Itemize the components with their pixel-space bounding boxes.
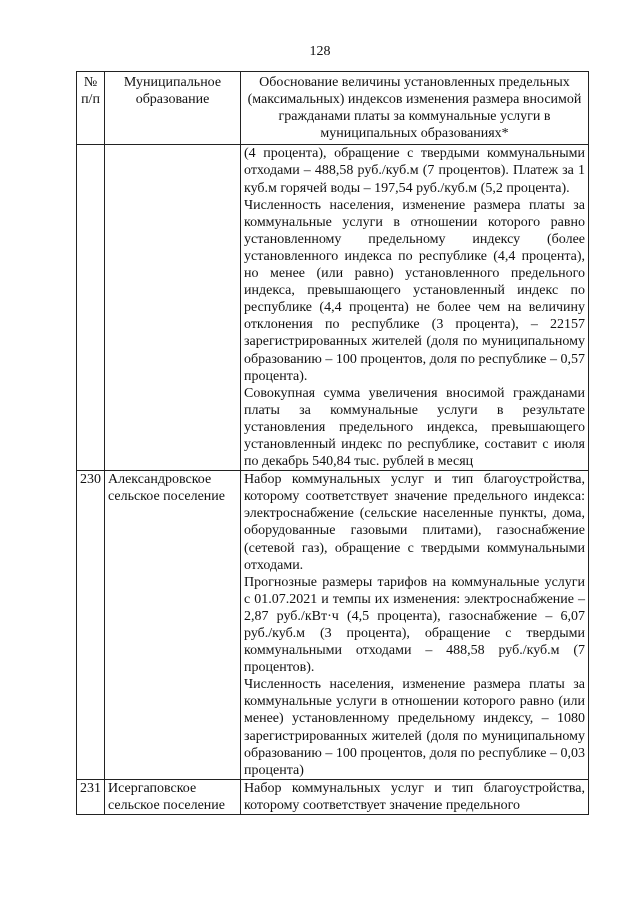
table-row	[77, 779, 589, 814]
header-municipality: Муниципальное образование	[105, 72, 241, 145]
row-municipality: Исергаповское сельское поселение	[105, 779, 241, 814]
row-municipality: Александровское сельское поселение	[105, 471, 241, 780]
justification-paragraph: Совокупная сумма увеличения вносимой гражданами платы за коммунальные услуги в результате установления предельного индекса, превышающего установленный индекс по республике, составит с июля по декабрь 540,84 тыс. рублей в месяц	[244, 385, 585, 470]
row-number: 231	[77, 779, 105, 814]
justification-paragraph: Прогнозные размеры тарифов на коммунальные услуги с 01.07.2021 и темпы их изменения: электроснабжение – 2,87 руб./кВт·ч (4,5 процента), газоснабжение – 6,07 руб./куб.м (3 процента), обращение с твердыми коммунальными отходами – 488,58 руб./куб.м (7 процентов).	[244, 574, 585, 676]
justification-paragraph: Численность населения, изменение размера платы за коммунальные услуги в отношении которого равно установленному предельному индексу (более установленного индекса по республике (4,4 процента), но менее (или равно) установленного предельного индекса, превышающего установленный индекс по республике (4,4 процента) не более чем на величину отклонения по республике (3 процента), – 22157 зарегистрированных жителей (доля по муниципальному образованию – 100 процентов, доля по республике – 0,57 процента).	[244, 197, 585, 384]
justification-paragraph: (4 процента), обращение с твердыми коммунальными отходами – 488,58 руб./куб.м (7 процентов). Платеж за 1 куб.м горячей воды – 197,54 руб./куб.м (5,2 процента).	[244, 146, 585, 196]
row-number	[77, 145, 105, 471]
row-municipality	[105, 145, 241, 471]
justification-paragraph: Численность населения, изменение размера платы за коммунальные услуги в отношении которого равно (или менее) установленному предельному индексу, – 1080 зарегистрированных жителей (доля по муниципальному образованию – 100 процентов, доля по республике – 0,03 процента)	[244, 677, 585, 778]
row-justification	[241, 145, 589, 471]
row-justification	[241, 471, 589, 780]
table-row	[77, 471, 589, 780]
row-number: 230	[77, 471, 105, 780]
tariff-justification-table	[76, 71, 589, 815]
row-justification	[241, 779, 589, 814]
table-header-row	[77, 72, 589, 145]
header-justification: Обоснование величины установленных предельных (максимальных) индексов изменения размера вносимой гражданами платы за коммунальные услуги в муниципальных образованиях*	[241, 72, 589, 145]
justification-paragraph: Набор коммунальных услуг и тип благоустройства, которому соответствует значение предельного	[244, 780, 585, 813]
page-number: 128	[309, 44, 331, 59]
table-row	[77, 145, 589, 471]
header-number: № п/п	[77, 72, 105, 145]
justification-paragraph: Набор коммунальных услуг и тип благоустройства, которому соответствует значение предельного индекса: электроснабжение (сельские населенные пункты, дома, оборудованные газовыми плитами), газоснабжение (сетевой газ), обращение с твердыми коммунальными отходами.	[244, 472, 585, 573]
